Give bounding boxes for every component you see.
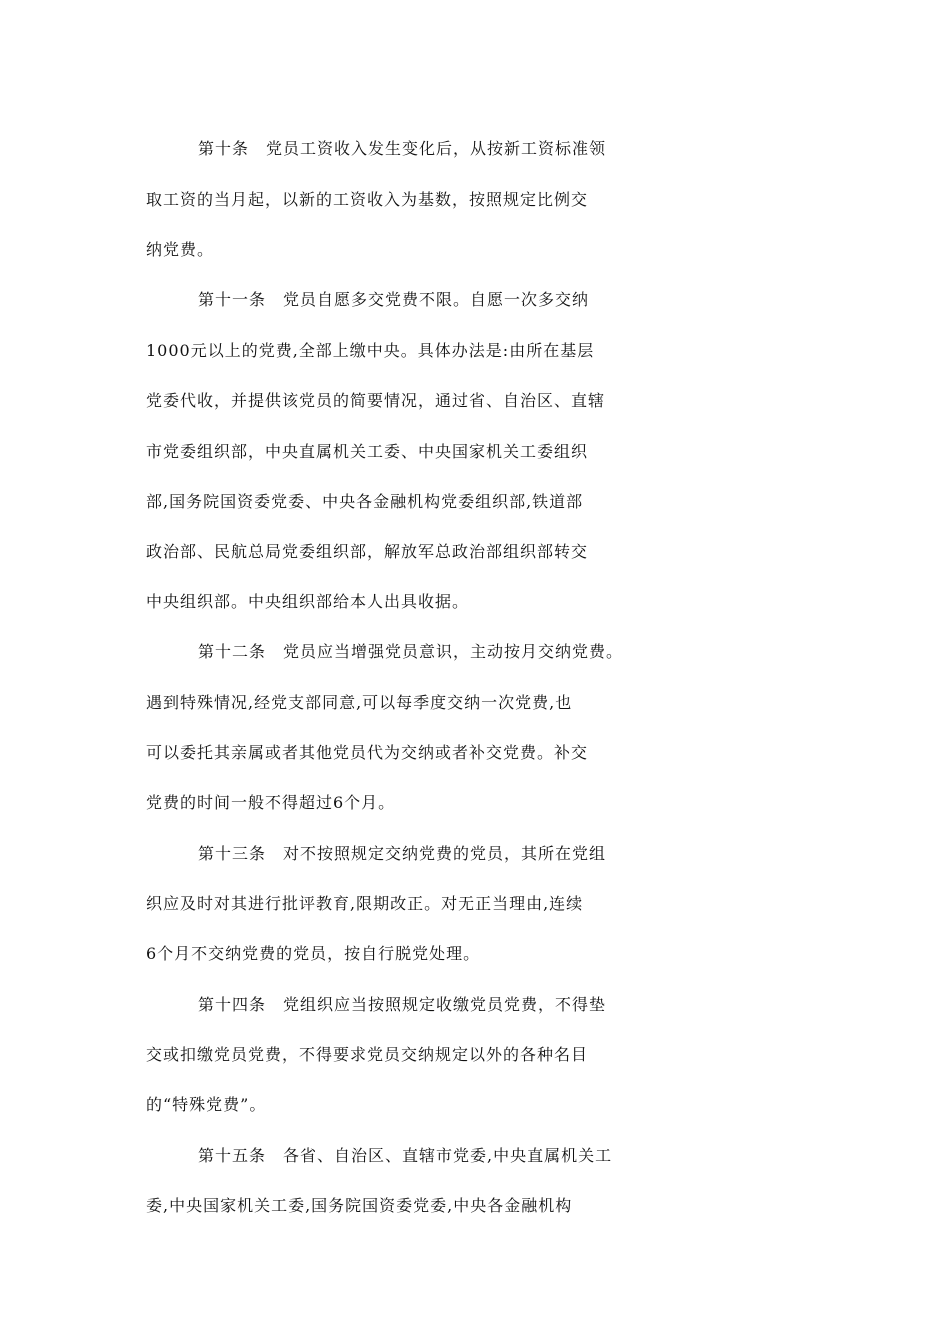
- article-14-line-1: 第十四条 党组织应当按照规定收缴党员党费，不得垫: [198, 995, 607, 1014]
- article-11-line-6: 政治部、民航总局党委组织部，解放军总政治部组织部转交: [146, 542, 589, 561]
- article-11-line-4: 市党委组织部，中央直属机关工委、中央国家机关工委组织: [146, 442, 589, 461]
- article-11-line-5: 部,国务院国资委党委、中央各金融机构党委组织部,铁道部: [146, 492, 584, 511]
- article-10-line-3: 纳党费。: [146, 240, 215, 259]
- article-12-line-4: 党费的时间一般不得超过6个月。: [146, 793, 396, 812]
- article-12-line-3: 可以委托其亲属或者其他党员代为交纳或者补交党费。补交: [146, 743, 589, 762]
- article-12-line-2: 遇到特殊情况,经党支部同意,可以每季度交纳一次党费,也: [146, 693, 573, 712]
- article-10-line-1: 第十条 党员工资收入发生变化后，从按新工资标准领: [198, 139, 607, 158]
- article-11-line-1: 第十一条 党员自愿多交党费不限。自愿一次多交纳: [198, 290, 590, 309]
- article-13-line-2: 织应及时对其进行批评教育,限期改正。对无正当理由,连续: [146, 894, 584, 913]
- article-11-line-7: 中央组织部。中央组织部给本人出具收据。: [146, 592, 470, 611]
- article-15-line-2: 委,中央国家机关工委,国务院国资委党委,中央各金融机构: [146, 1196, 573, 1215]
- article-11-line-2: 1000元以上的党费,全部上缴中央。具体办法是:由所在基层: [146, 341, 595, 360]
- article-10-line-2: 取工资的当月起，以新的工资收入为基数，按照规定比例交: [146, 190, 589, 209]
- article-14-line-2: 交或扣缴党员党费，不得要求党员交纳规定以外的各种名目: [146, 1045, 589, 1064]
- article-14-line-3: 的“特殊党费”。: [146, 1095, 267, 1114]
- article-12-line-1: 第十二条 党员应当增强党员意识，主动按月交纳党费。: [198, 642, 624, 661]
- article-11-line-3: 党委代收，并提供该党员的简要情况，通过省、自治区、直辖: [146, 391, 606, 410]
- article-15-line-1: 第十五条 各省、自治区、直辖市党委,中央直属机关工: [198, 1146, 613, 1165]
- article-13-line-3: 6个月不交纳党费的党员，按自行脱党处理。: [146, 944, 481, 963]
- article-13-line-1: 第十三条 对不按照规定交纳党费的党员，其所在党组: [198, 844, 607, 863]
